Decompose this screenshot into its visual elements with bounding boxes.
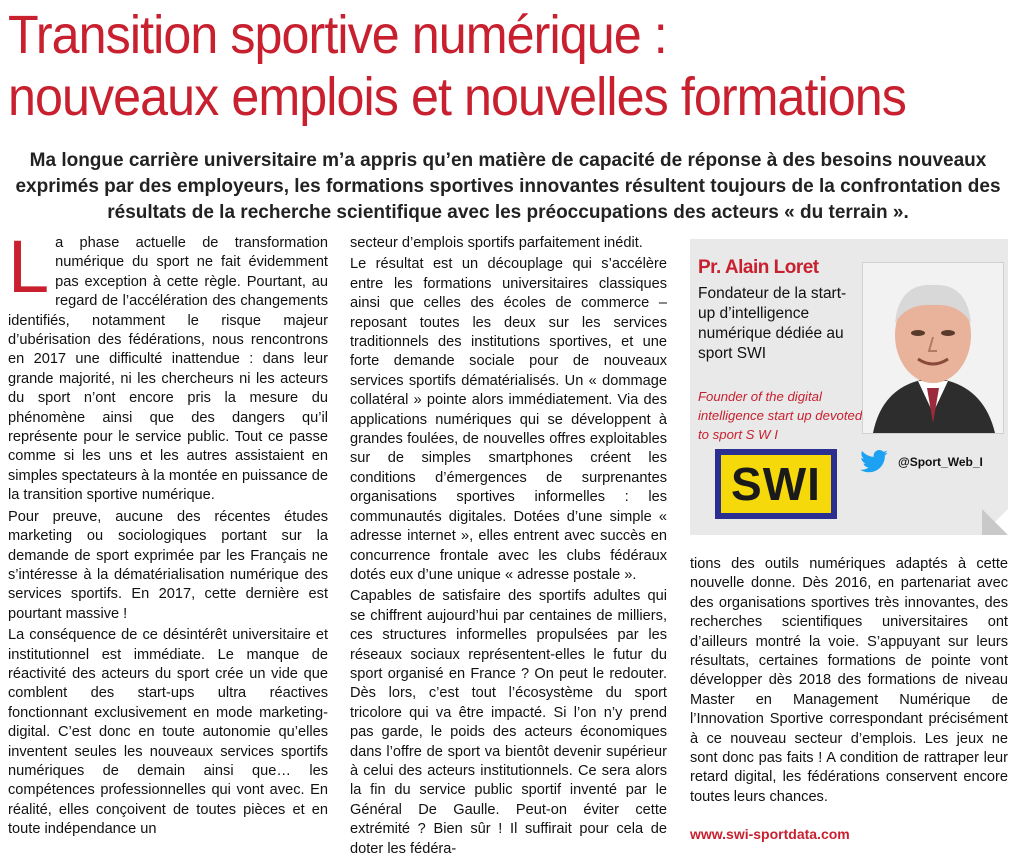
swi-logo-text: SWI <box>721 455 831 513</box>
page-fold-shadow <box>982 509 1008 535</box>
author-box <box>690 239 1008 535</box>
author-description: Fondateur de la start-up d’intelligence numérique dédiée au sport SWI <box>698 285 847 362</box>
column-3 <box>690 555 1008 809</box>
title-line-1: Transition sportive numérique : <box>8 5 667 65</box>
author-name: Pr. Alain Loret <box>698 257 819 278</box>
article-lead: Ma longue carrière universitaire m’a appris qu’en matière de capacité de réponse à des besoins nouveaux exprimés par des employeurs, les formations sportives innovantes résultent toujours de la confrontation des résultats de la recherche scientifique avec les préoccupations des acteurs « du terrain ». <box>15 150 1001 223</box>
column-1 <box>8 225 328 842</box>
author-photo <box>862 262 1004 434</box>
author-photo-illustration <box>863 263 1003 433</box>
paragraph-text: a phase actuelle de transformation numérique du sport ne fait évidemment pas exception à cette règle. Pourtant, au regard de l’accélération des changements identifiés, notamment le risque majeur d’ubérisation des fédérations, nous rencontrons en 2017 une difficulté inattendue : dans leur grande majorité, ni les chercheurs ni les acteurs du sport n’ont encore pris la mesure du phénomène ainsi que des dangers qu’il représente pour le service public. Tout ce passe comme si les uns et les autres assistaient en simples spectateurs à la montée en puissance de la transition sportive numérique. <box>8 235 328 504</box>
paragraph: Pour preuve, aucune des récentes études marketing ou sociologiques portant sur la demande de sport exprimée par les Français ne s’intéresse à la dématérialisation numérique des services sportifs. En 2017, cette dernière est pourtant massive ! <box>8 508 328 622</box>
paragraph <box>8 225 328 506</box>
dropcap: L <box>8 225 50 308</box>
twitter-icon[interactable] <box>858 447 890 477</box>
article-title <box>8 4 1008 128</box>
column-2 <box>350 234 667 861</box>
title-line-2: nouveaux emplois et nouvelles formations <box>8 67 906 127</box>
swi-logo <box>715 449 837 519</box>
author-description-en: Founder of the digital intelligence start up devoted to sport S W I <box>698 389 863 442</box>
paragraph: Capables de satisfaire des sportifs adultes qui se chiffrent aujourd’hui par centaines de milliers, ces structures informelles propulsées par les réseaux sociaux représentent-elles le futur du sport organisé en France ? On peut le redouter. Dès lors, c’est tout l’écosystème du sport tricolore qui va être impacté. Si l’on n’y prend pas garde, le poids des acteurs économiques dans l’offre de sport va bientôt devenir supérieur à celui des acteurs institutionnels. Ce sera alors la fin du service public sportif inventé par le Général De Gaulle. Peut-on éviter cette extrémité ? Bien sûr ! Il suffirait pour cela de doter les fédéra- <box>350 588 667 857</box>
twitter-handle[interactable]: @Sport_Web_I <box>898 455 983 469</box>
website-link[interactable]: www.swi-sportdata.com <box>690 826 850 842</box>
paragraph: La conséquence de ce désintérêt universitaire et institutionnel est immédiate. Le manque de réactivité des acteurs du sport crée un vide que comblent des start-ups ultra réactives fonctionnant exclusivement en mode marketing-digital. C’est donc en toute autonomie qu’elles inventent seules les nouveaux services sportifs numériques de demain ainsi que… les compétences professionnelles qui vont avec. En réalité, elles conçoivent de toutes pièces et en toute indépendance un <box>8 627 328 838</box>
paragraph: tions des outils numériques adaptés à cette nouvelle donne. Dès 2016, en partenariat avec des organisations sportives très innovantes, des recherches scientifiques universitaires ont d’ailleurs montré la voie. S’appuyant sur leurs résultats, certaines formations de pointe vont développer dès 2018 des formations de niveau Master en Management Numérique de l’Innovation Sportive correspondant précisément à ce nouveau secteur d’emplois. Les jeux ne sont donc pas faits ! A condition de rattraper leur retard digital, les fédérations conservent encore toutes leurs chances. <box>690 556 1008 805</box>
paragraph: Le résultat est un découplage qui s’accélère entre les formations universitaires classiques ainsi que celles des écoles de commerce – reposant toutes les deux sur les services traditionnels des institutions sportives, et une forte demande sociale pour de nouveaux services sportifs dématérialisés. Un « dommage collatéral » pointe alors immédiatement. Via des applications numériques qui se développent à grandes foulées, de nouvelles offres exploitables sur de simples smartphones créent les conditions d’émergences de surprenantes organisations sportives informelles : les communautés digitales. Dotées d’une simple « adresse internet », elles entrent avec succès en concurrence frontale avec les clubs fédéraux dotés eux d’une unique « adresse postale ». <box>350 256 667 583</box>
paragraph: secteur d’emplois sportifs parfaitement inédit. <box>350 235 643 251</box>
